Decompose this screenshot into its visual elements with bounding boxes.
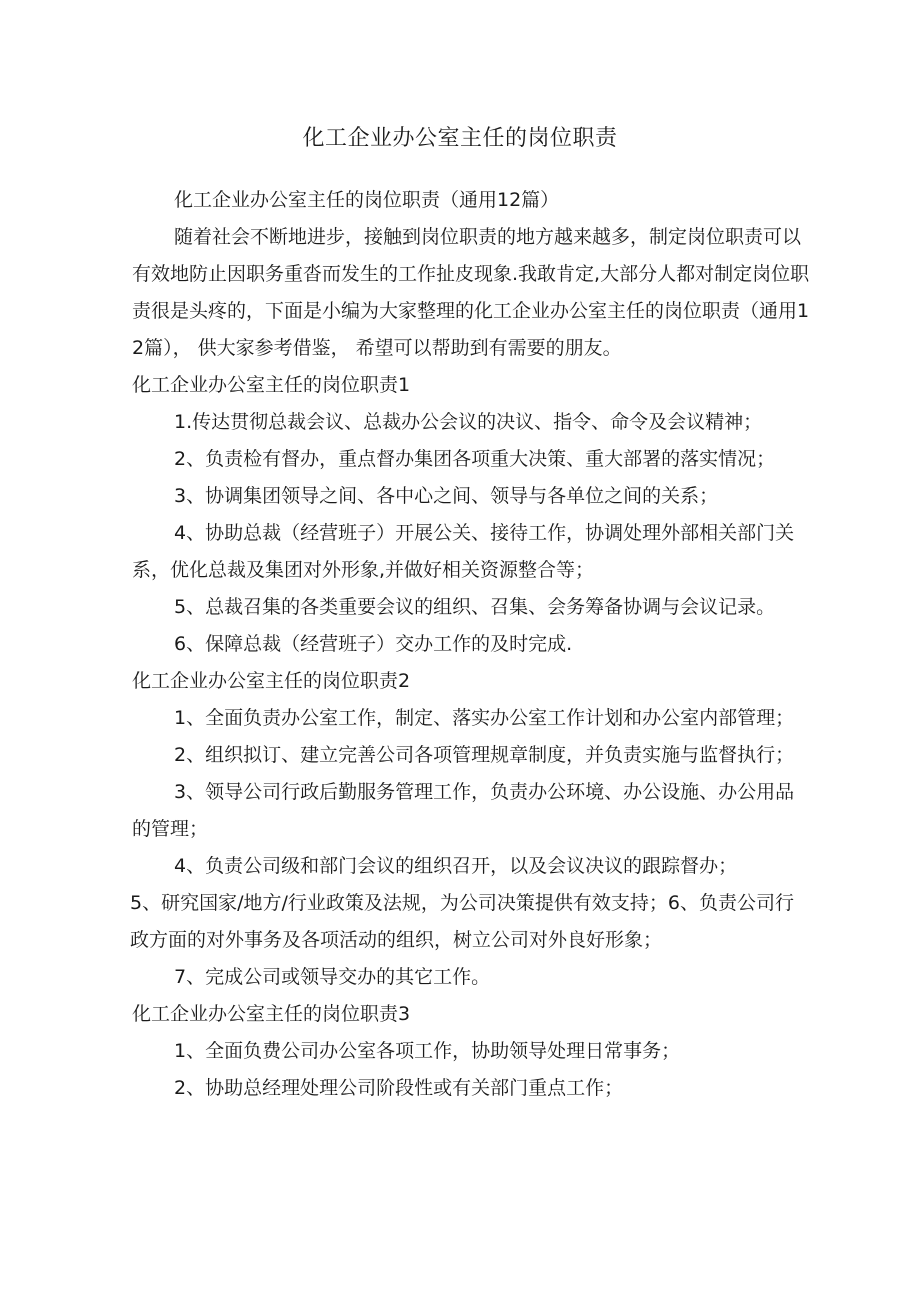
list-item: 3、协调集团领导之间、各中心之间、领导与各单位之间的关系； xyxy=(174,485,719,507)
list-item: 1、全面负费公司办公室各项工作，协助领导处理日常事务； xyxy=(174,1040,681,1062)
list-item: 4、负责公司级和部门会议的组织召开，以及会议决议的跟踪督办； xyxy=(174,855,738,877)
section-heading: 化工企业办公室主任的岗位职责2 xyxy=(132,670,411,692)
list-item: 7、完成公司或领导交办的其它工作。 xyxy=(174,966,491,988)
list-item: 6、保障总裁（经营班子）交办工作的及时完成. xyxy=(174,633,573,655)
list-item: 2、协助总经理处理公司阶段性或有关部门重点工作； xyxy=(174,1077,624,1099)
list-item: 1.传达贯彻总裁会议、总裁办公会议的决议、指令、命令及会议精神； xyxy=(174,411,763,433)
section-heading: 化工企业办公室主任的岗位职责1 xyxy=(132,374,411,396)
list-item: 1、全面负责办公室工作，制定、落实办公室工作计划和办公室内部管理； xyxy=(174,707,795,729)
document-title: 化工企业办公室主任的岗位职责 xyxy=(302,126,618,151)
document-subtitle: 化工企业办公室主任的岗位职责（通用12篇） xyxy=(174,189,560,211)
list-item: 2、组织拟订、建立完善公司各项管理规章制度，并负责实施与监督执行； xyxy=(174,744,795,766)
list-item-unindented: 5、研究国家/地方/行业政策及法规，为公司决策提供有效支持；6、负责公司行政方面的对外事务及各项活动的组织，树立公司对外良好形象； xyxy=(130,892,794,951)
section-heading: 化工企业办公室主任的岗位职责3 xyxy=(132,1003,411,1025)
intro-paragraph: 随着社会不断地进步，接触到岗位职责的地方越来越多，制定岗位职责可以有效地防止因职务重沓而发生的工作扯皮现象.我敢肯定,大部分人都对制定岗位职责很是头疼的，下面是小编为大家整理的化工企业办公室主任的岗位职责（通用12篇）， 供大家参考借鉴， 希望可以帮助到有需要的朋友。 xyxy=(132,226,810,359)
list-item: 2、负责检有督办，重点督办集团各项重大决策、重大部署的落实情况； xyxy=(174,448,776,470)
list-item: 5、总裁召集的各类重要会议的组织、召集、会务筹备协调与会议记录。 xyxy=(174,596,776,618)
list-item: 4、协助总裁（经营班子）开展公关、接待工作，协调处理外部相关部门关系，优化总裁及集团对外形象,并做好相关资源整合等； xyxy=(132,522,795,581)
document-body xyxy=(132,182,812,1107)
list-item: 3、领导公司行政后勤服务管理工作，负责办公环境、办公设施、办公用品的管理； xyxy=(132,781,795,840)
